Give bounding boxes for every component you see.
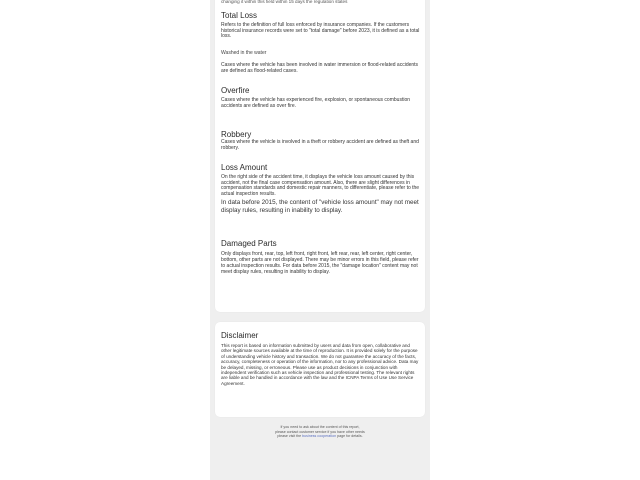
footer-line-3-suffix: page for details. <box>336 434 363 439</box>
section-damaged-parts <box>221 239 421 275</box>
disclaimer-body: This report is based on information submitted by users and data from open, collaborative and other legitimate sources available at the time of reproduction. It is provided solely for the purpose of understanding vehicle history and transaction. We do not guarantee the accuracy of the facts, accuracy, completeness or operation of the information, nor to any professional advice. Data may be delayed, missing, or erroneous. Please use as product decisions in conjunction with independent verification such as vehicle inspection and professional testing. The relevant rights are liable and be handled in accordance with the law and the ICNPA Terms of Use Use Service Agreement. <box>221 343 419 386</box>
section-body: Cases where the vehicle has been involved in water immersion or flood-related accidents are defined as flood-related cases. <box>221 62 419 74</box>
disclaimer-title: Disclaimer <box>221 331 259 340</box>
footer <box>260 425 380 439</box>
business-cooperation-link[interactable]: business cooperation <box>302 434 337 439</box>
footer-line-1: If you need to ask about the content of this report, <box>280 425 360 429</box>
section-title: Loss Amount <box>221 163 268 172</box>
section-title: Overfire <box>221 86 250 95</box>
truncated-text: changing it within this field within 15 days the regulation states <box>221 0 348 4</box>
section-body: Cases where the vehicle has experienced fire, explosion, or spontaneous combustion accidents are defined as over fire. <box>221 97 410 109</box>
section-body: Cases where the vehicle is involved in a theft or robbery accident are defined as theft and robbery. <box>221 139 419 151</box>
section-title: Washed in the water <box>221 50 267 56</box>
section-title: Damaged Parts <box>221 239 277 248</box>
section-washed-in-water <box>221 50 421 74</box>
section-note: In data before 2015, the content of "vehicle loss amount" may not meet display rules, resulting in inability to display. <box>221 199 419 215</box>
section-title: Robbery <box>221 130 252 139</box>
disclaimer-card <box>215 322 425 417</box>
section-body: Only displays front, rear, top, left front, right front, left rear, rear, left center, right center, bottom, other parts are not displayed. There may be minor errors in this field, please refer to actual inspection results. For data before 2015, the "damage location" content may not meet display rules, resulting in inability to display. <box>221 251 419 275</box>
section-loss-amount <box>221 163 421 215</box>
footer-line-2: please contact customer service if you have other needs <box>275 429 365 434</box>
section-total-loss <box>221 11 421 40</box>
section-body: On the right side of the accident time, it displays the vehicle loss amount caused by this accident, not the final case compensation amount. Also, there are slight differences in compensation standards and domestic repair manners, to differentiate, please refer to the actual inspection results. <box>221 174 420 197</box>
footer-line-3 <box>260 434 380 439</box>
section-robbery <box>221 130 421 151</box>
section-body: Refers to the definition of full loss enforced by insurance companies. If the customers historical insurance records were set to "total damage" before 2023, it is defined as a total loss. <box>221 22 420 40</box>
footer-line-3-prefix: please visit the <box>277 434 303 439</box>
section-overfire <box>221 86 421 109</box>
explanation-card <box>215 0 425 312</box>
section-title: Total Loss <box>221 11 258 20</box>
